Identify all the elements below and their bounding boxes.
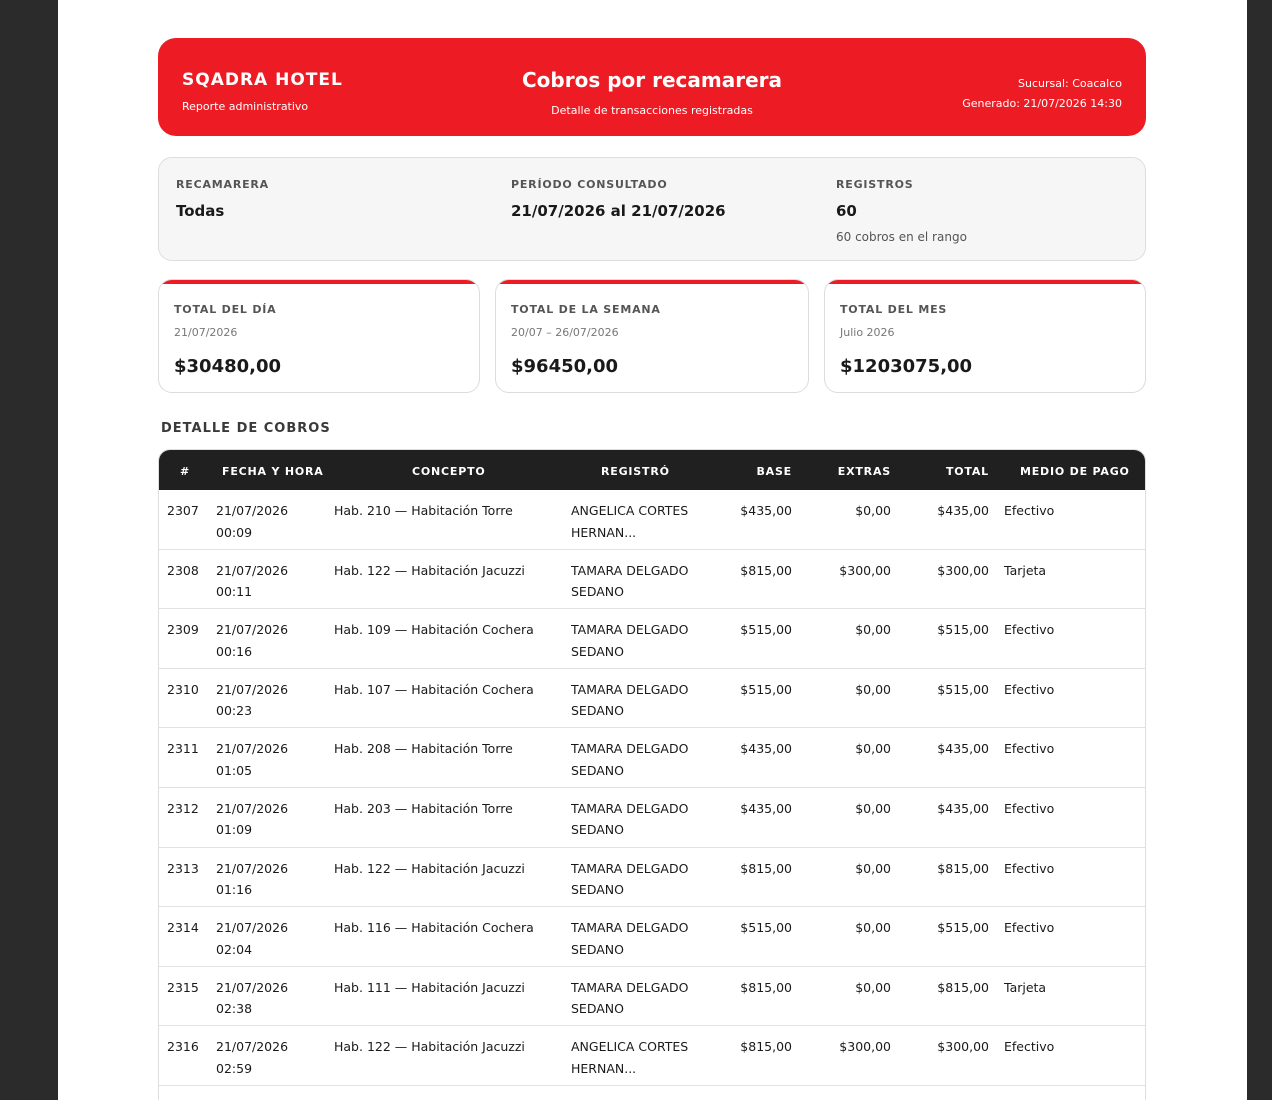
charge-concept: Hab. 107 — Habitación Cochera	[334, 681, 534, 697]
charge-registered-by	[571, 917, 711, 960]
charge-time: 00:09	[216, 524, 253, 540]
registered-by-line1: TAMARA DELGADO	[571, 562, 689, 578]
card-value: $30480,00	[174, 356, 282, 377]
registered-by-line2: SEDANO	[571, 882, 624, 898]
charge-registered-by	[571, 560, 711, 603]
charge-date: 21/07/2026	[216, 741, 289, 757]
card-label: TOTAL DEL MES	[840, 303, 948, 316]
charge-concept: Hab. 111 — Habitación Jacuzzi	[334, 979, 525, 995]
table-row	[159, 728, 1145, 788]
charge-payment-method: Efectivo	[1004, 860, 1055, 876]
card-total-day	[158, 279, 480, 393]
charge-concept: Hab. 122 — Habitación Jacuzzi	[334, 1039, 525, 1055]
registered-by-line1: TAMARA DELGADO	[571, 979, 689, 995]
summary-period	[511, 178, 726, 220]
card-subtitle: 21/07/2026	[174, 326, 238, 339]
registered-by-line2: SEDANO	[571, 941, 624, 957]
registered-by-line2: HERNAN...	[571, 524, 637, 540]
charge-datetime	[216, 798, 326, 841]
charge-payment-method: Tarjeta	[1004, 562, 1047, 578]
charge-total: $435,00	[937, 741, 989, 757]
charge-id: 2311	[167, 741, 199, 757]
summary-panel	[158, 157, 1146, 261]
charge-datetime	[216, 738, 326, 781]
charge-extras: $0,00	[855, 800, 891, 816]
summary-records	[836, 178, 967, 244]
charge-extras: $300,00	[839, 1039, 891, 1055]
table-row	[159, 788, 1145, 848]
charge-total: $435,00	[937, 800, 989, 816]
generated-timestamp: Generado: 21/07/2026 14:30	[962, 97, 1122, 110]
report-header	[158, 38, 1146, 136]
detail-section-title: DETALLE DE COBROS	[161, 421, 331, 436]
registered-by-line2: SEDANO	[571, 1001, 624, 1017]
charge-concept: Hab. 109 — Habitación Cochera	[334, 622, 534, 638]
charge-registered-by	[571, 858, 711, 901]
charge-date: 21/07/2026	[216, 800, 289, 816]
charge-time: 01:05	[216, 762, 253, 778]
records-value: 60	[836, 202, 857, 220]
table-row	[159, 1026, 1145, 1086]
charge-datetime	[216, 679, 326, 722]
registered-by-line1: TAMARA DELGADO	[571, 800, 689, 816]
charge-time: 02:04	[216, 941, 253, 957]
charge-payment-method: Efectivo	[1004, 622, 1055, 638]
column-header-extras: EXTRAS	[837, 465, 891, 478]
column-header-payment: MEDIO DE PAGO	[1020, 465, 1130, 478]
charge-base: $815,00	[740, 562, 792, 578]
charge-concept: Hab. 116 — Habitación Cochera	[334, 920, 534, 936]
charge-base: $815,00	[740, 1039, 792, 1055]
charge-time: 00:23	[216, 703, 253, 719]
charge-registered-by	[571, 500, 711, 543]
charge-registered-by	[571, 798, 711, 841]
charge-payment-method: Efectivo	[1004, 503, 1055, 518]
charge-concept: Hab. 122 — Habitación Jacuzzi	[334, 562, 525, 578]
charge-extras: $0,00	[855, 681, 891, 697]
charge-time: 02:59	[216, 1060, 253, 1076]
charge-extras: $300,00	[839, 562, 891, 578]
registered-by-line2: SEDANO	[571, 643, 624, 659]
charge-datetime	[216, 500, 326, 543]
table-header	[159, 450, 1145, 490]
period-value: 21/07/2026 al 21/07/2026	[511, 202, 726, 220]
charge-date: 21/07/2026	[216, 503, 289, 518]
column-header-datetime: FECHA Y HORA	[222, 465, 324, 478]
column-header-base: BASE	[756, 465, 792, 478]
charge-base: $515,00	[740, 622, 792, 638]
charge-base: $815,00	[740, 860, 792, 876]
charge-registered-by	[571, 977, 711, 1020]
column-header-total: TOTAL	[945, 465, 989, 478]
charges-table	[158, 449, 1146, 1100]
charge-registered-by	[571, 1036, 711, 1079]
report-title: Cobros por recamarera	[522, 68, 782, 92]
charge-datetime	[216, 619, 326, 662]
charge-date: 21/07/2026	[216, 622, 289, 638]
charge-concept: Hab. 122 — Habitación Jacuzzi	[334, 860, 525, 876]
charge-base: $815,00	[740, 979, 792, 995]
registered-by-line1: TAMARA DELGADO	[571, 741, 689, 757]
charge-extras: $0,00	[855, 741, 891, 757]
charge-time: 00:16	[216, 643, 253, 659]
charge-payment-method: Efectivo	[1004, 1039, 1055, 1055]
charge-concept: Hab. 203 — Habitación Torre	[334, 800, 513, 816]
records-label: REGISTROS	[836, 178, 914, 191]
charge-total: $515,00	[937, 920, 989, 936]
charge-id: 2316	[167, 1039, 199, 1055]
column-header-id: #	[180, 465, 191, 478]
registered-by-line1: TAMARA DELGADO	[571, 860, 689, 876]
charge-date: 21/07/2026	[216, 562, 289, 578]
charge-time: 00:11	[216, 584, 253, 600]
card-total-week	[495, 279, 809, 393]
charge-id: 2314	[167, 920, 199, 936]
charge-total: $515,00	[937, 622, 989, 638]
charge-id: 2313	[167, 860, 199, 876]
charge-id: 2315	[167, 979, 199, 995]
registered-by-line2: SEDANO	[571, 762, 624, 778]
charge-date: 21/07/2026	[216, 860, 289, 876]
charge-datetime	[216, 858, 326, 901]
charge-concept: Hab. 210 — Habitación Torre	[334, 503, 513, 518]
charge-id: 2309	[167, 622, 199, 638]
table-row	[159, 907, 1145, 967]
registered-by-line2: HERNAN...	[571, 1060, 637, 1076]
charge-payment-method: Efectivo	[1004, 681, 1055, 697]
brand-subtitle: Reporte administrativo	[182, 100, 309, 113]
charge-datetime	[216, 977, 326, 1020]
charge-total: $515,00	[937, 681, 989, 697]
charge-registered-by	[571, 619, 711, 662]
charge-date: 21/07/2026	[216, 920, 289, 936]
charge-extras: $0,00	[855, 622, 891, 638]
charge-base: $435,00	[740, 503, 792, 518]
card-label: TOTAL DEL DÍA	[174, 303, 277, 316]
registered-by-line2: SEDANO	[571, 822, 624, 838]
charge-time: 02:38	[216, 1001, 253, 1017]
maid-value: Todas	[176, 202, 225, 220]
charge-base: $435,00	[740, 800, 792, 816]
charge-id: 2310	[167, 681, 199, 697]
registered-by-line1: TAMARA DELGADO	[571, 622, 689, 638]
table-row	[159, 550, 1145, 610]
column-header-concept: CONCEPTO	[412, 465, 486, 478]
charge-extras: $0,00	[855, 920, 891, 936]
charge-total: $300,00	[937, 1039, 989, 1055]
charge-extras: $0,00	[855, 503, 891, 518]
table-row	[159, 848, 1145, 908]
charge-concept: Hab. 208 — Habitación Torre	[334, 741, 513, 757]
summary-maid	[176, 178, 269, 220]
charge-extras: $0,00	[855, 860, 891, 876]
charge-id: 2312	[167, 800, 199, 816]
charge-base: $515,00	[740, 920, 792, 936]
registered-by-line1: TAMARA DELGADO	[571, 681, 689, 697]
charge-base: $435,00	[740, 741, 792, 757]
table-body	[159, 490, 1145, 1086]
table-row	[159, 609, 1145, 669]
charge-payment-method: Efectivo	[1004, 741, 1055, 757]
registered-by-line1: TAMARA DELGADO	[571, 920, 689, 936]
charge-date: 21/07/2026	[216, 979, 289, 995]
charge-datetime	[216, 917, 326, 960]
table-row	[159, 669, 1145, 729]
records-note: 60 cobros en el rango	[836, 230, 967, 244]
card-subtitle: Julio 2026	[840, 326, 895, 339]
charge-id: 2307	[167, 503, 199, 518]
charge-total: $435,00	[937, 503, 989, 518]
table-row	[159, 967, 1145, 1027]
registered-by-line1: ANGELICA CORTES	[571, 1039, 689, 1055]
charge-time: 01:16	[216, 882, 253, 898]
card-value: $1203075,00	[840, 356, 973, 377]
charge-base: $515,00	[740, 681, 792, 697]
charge-registered-by	[571, 738, 711, 781]
report-subtitle: Detalle de transacciones registradas	[551, 104, 753, 117]
card-subtitle: 20/07 – 26/07/2026	[511, 326, 619, 339]
registered-by-line2: SEDANO	[571, 703, 624, 719]
period-label: PERÍODO CONSULTADO	[511, 178, 668, 191]
charge-payment-method: Efectivo	[1004, 920, 1055, 936]
charge-date: 21/07/2026	[216, 681, 289, 697]
charge-extras: $0,00	[855, 979, 891, 995]
charge-payment-method: Tarjeta	[1004, 979, 1047, 995]
report-meta	[962, 74, 1122, 114]
charge-datetime	[216, 560, 326, 603]
charge-total: $815,00	[937, 860, 989, 876]
charge-total: $300,00	[937, 562, 989, 578]
charge-datetime	[216, 1036, 326, 1079]
table-row	[159, 490, 1145, 550]
charge-date: 21/07/2026	[216, 1039, 289, 1055]
charge-payment-method: Efectivo	[1004, 800, 1055, 816]
card-accent-bar	[159, 280, 479, 284]
report-page	[58, 0, 1247, 1100]
registered-by-line2: SEDANO	[571, 584, 624, 600]
card-accent-bar	[825, 280, 1145, 284]
charge-total: $815,00	[937, 979, 989, 995]
card-value: $96450,00	[511, 356, 619, 377]
maid-label: RECAMARERA	[176, 178, 269, 191]
registered-by-line1: ANGELICA CORTES	[571, 503, 689, 518]
charge-registered-by	[571, 679, 711, 722]
card-accent-bar	[496, 280, 808, 284]
column-header-registered-by: REGISTRÓ	[601, 465, 670, 478]
charge-id: 2308	[167, 562, 199, 578]
hotel-name: SQADRA HOTEL	[182, 70, 343, 90]
card-label: TOTAL DE LA SEMANA	[511, 303, 661, 316]
charge-time: 01:09	[216, 822, 253, 838]
card-total-month	[824, 279, 1146, 393]
branch-label: Sucursal: Coacalco	[1017, 77, 1122, 90]
